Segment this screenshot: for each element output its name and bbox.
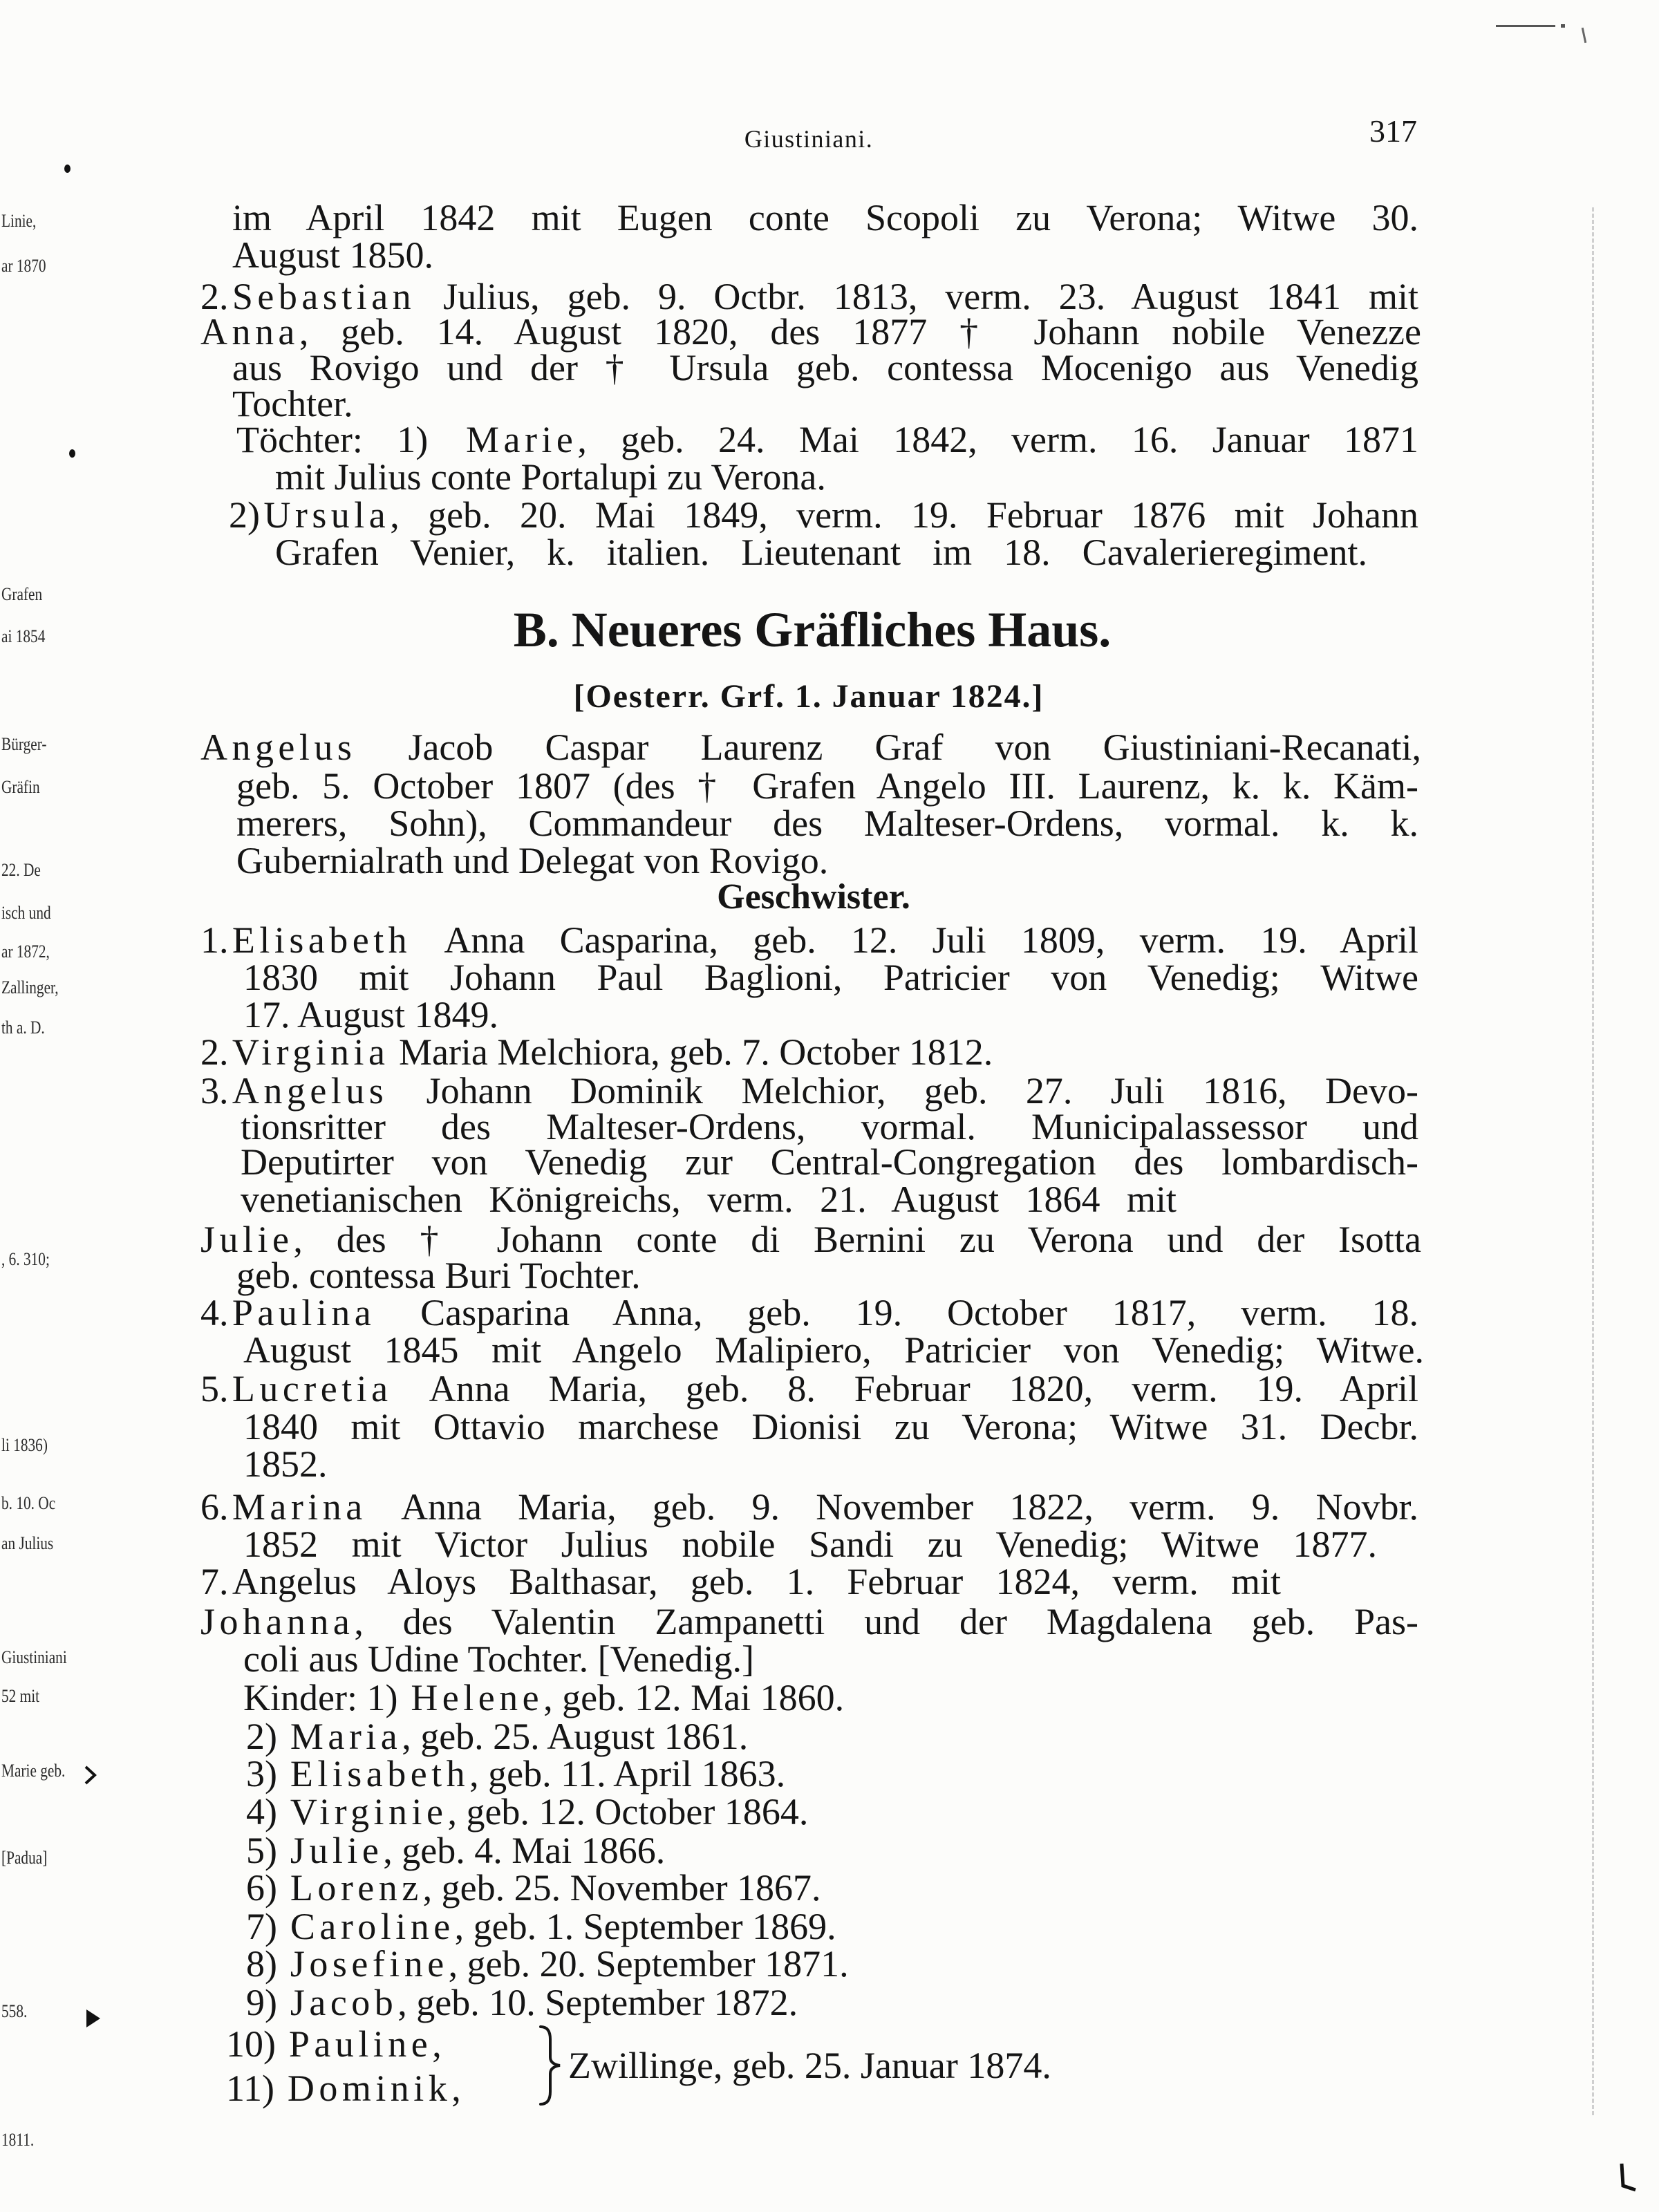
item-number: 9) bbox=[246, 1982, 287, 2023]
person-name: Marina bbox=[232, 1486, 367, 1528]
item-number: 7. bbox=[200, 1561, 229, 1602]
text-line bbox=[246, 1868, 821, 1907]
line-text: aus Rovigo und der † Ursula geb. contessa Mocenigo aus Venedig bbox=[232, 347, 1418, 388]
text-line bbox=[241, 1180, 1177, 1219]
person-name: Virginia bbox=[232, 1031, 390, 1073]
margin-fragment: ar 1870 bbox=[1, 256, 46, 276]
margin-fragment: an Julius bbox=[1, 1533, 54, 1553]
line-text: 1852 mit Victor Julius nobile Sandi zu Venedig; Witwe 1877. bbox=[243, 1524, 1377, 1565]
text-line bbox=[243, 1331, 1424, 1369]
text-line bbox=[200, 1602, 1418, 1641]
person-name: Angelus bbox=[232, 1070, 388, 1112]
triangle-marker-icon bbox=[84, 2007, 102, 2030]
brace-icon bbox=[538, 2024, 564, 2107]
person-name: Julie bbox=[200, 1219, 294, 1260]
text-line bbox=[236, 767, 1418, 805]
line-text: , geb. 10. September 1872. bbox=[397, 1982, 798, 2023]
item-number: 7) bbox=[246, 1906, 287, 1947]
item-number: 5. bbox=[200, 1368, 229, 1409]
text-line bbox=[241, 1143, 1418, 1181]
text-line bbox=[243, 1525, 1377, 1564]
margin-fragment: Linie, bbox=[1, 211, 37, 231]
line-text: Anna Casparina, geb. 12. Juli 1809, verm. 19. April bbox=[411, 919, 1418, 961]
item-number: 2) bbox=[246, 1716, 287, 1757]
text-line bbox=[246, 1944, 849, 1983]
margin-fragment: th a. D. bbox=[1, 1018, 45, 1038]
line-text: 1830 mit Johann Paul Baglioni, Patricier von Venedig; Witwe bbox=[243, 957, 1418, 998]
text-line bbox=[246, 1754, 785, 1793]
margin-fragment: ar 1872, bbox=[1, 941, 50, 962]
margin-fragment: Bürger- bbox=[1, 734, 47, 754]
person-name: Pauline bbox=[288, 2023, 433, 2065]
margin-fragment: b. 10. Oc bbox=[1, 1493, 56, 1513]
line-text: Johann Dominik Melchior, geb. 27. Juli 1816, Devo- bbox=[388, 1070, 1418, 1112]
page-edge-line bbox=[1592, 207, 1594, 2115]
person-name: Angelus bbox=[200, 727, 357, 768]
text-line bbox=[226, 2069, 461, 2108]
line-text: August 1845 mit Angelo Malipiero, Patricier von Venedig; Witwe. bbox=[243, 1329, 1424, 1371]
text-line bbox=[246, 1907, 836, 1946]
text-line bbox=[200, 1220, 1421, 1259]
item-number: 3. bbox=[200, 1070, 229, 1112]
line-text: , geb. 25. August 1861. bbox=[402, 1716, 749, 1757]
line-text: Maria Melchiora, geb. 7. October 1812. bbox=[389, 1031, 993, 1073]
line-text: Angelus Aloys Balthasar, geb. 1. Februar 1824, verm. mit bbox=[232, 1561, 1281, 1602]
line-text: 17. August 1849. bbox=[243, 994, 499, 1035]
text-line bbox=[200, 1071, 1418, 1110]
item-number: 8) bbox=[246, 1943, 287, 1985]
text-line bbox=[246, 1792, 808, 1831]
item-number: 4. bbox=[200, 1292, 229, 1333]
line-text: , geb. 24. Mai 1842, verm. 16. Januar 1871 bbox=[577, 419, 1418, 460]
person-name: Maria bbox=[290, 1716, 402, 1757]
item-number: 2) bbox=[229, 494, 260, 536]
text-line bbox=[243, 1407, 1418, 1446]
running-title: Giustiniani. bbox=[744, 125, 874, 153]
margin-fragment: 52 mit bbox=[1, 1686, 40, 1706]
line-text: venetianischen Königreichs, verm. 21. August 1864 mit bbox=[241, 1179, 1177, 1220]
item-number: Töchter: 1) bbox=[236, 419, 462, 460]
section-subheading: [Oesterr. Grf. 1. Januar 1824.] bbox=[573, 678, 1044, 715]
item-number: 2. bbox=[200, 1031, 229, 1073]
line-text: , geb. 4. Mai 1866. bbox=[383, 1830, 666, 1871]
person-name: Paulina bbox=[232, 1292, 376, 1333]
text-line bbox=[246, 1717, 748, 1756]
margin-fragments bbox=[0, 0, 97, 2212]
text-line bbox=[243, 1678, 844, 1717]
line-text: merers, Sohn), Commandeur des Malteser-Ordens, vormal. k. k. bbox=[236, 803, 1418, 844]
scan-mark-dot bbox=[1561, 24, 1565, 28]
text-line bbox=[229, 496, 1418, 534]
margin-fragment: Gräfin bbox=[1, 777, 40, 797]
line-text: , bbox=[451, 2068, 461, 2109]
line-text: coli aus Udine Tochter. [Venedig.] bbox=[243, 1638, 755, 1680]
text-line bbox=[232, 348, 1418, 387]
person-name: Dominik bbox=[287, 2068, 452, 2109]
margin-fragment: 558. bbox=[1, 2001, 28, 2021]
person-name: Josefine bbox=[290, 1943, 449, 1985]
line-text: August 1850. bbox=[232, 234, 434, 276]
margin-fragment: 1811. bbox=[1, 2130, 35, 2150]
margin-fragment: [Padua] bbox=[1, 1848, 48, 1868]
line-text: , geb. 20. September 1871. bbox=[448, 1943, 849, 1985]
line-text: 1852. bbox=[243, 1443, 328, 1485]
text-line bbox=[200, 1293, 1418, 1332]
line-text: tionsritter des Malteser-Ordens, vormal. Municipalassessor und bbox=[241, 1106, 1418, 1147]
text-line bbox=[200, 312, 1421, 351]
text-line bbox=[236, 841, 828, 880]
item-number: 3) bbox=[246, 1753, 287, 1794]
text-line bbox=[246, 1831, 665, 1870]
line-text: Anna Maria, geb. 8. Februar 1820, verm. 19. April bbox=[392, 1368, 1418, 1409]
text-line bbox=[243, 1640, 754, 1678]
line-text: , geb. 12. October 1864. bbox=[447, 1791, 809, 1833]
line-text: , des Valentin Zampanetti und der Magdalena geb. Pas- bbox=[354, 1601, 1418, 1642]
item-number: 6. bbox=[200, 1486, 229, 1528]
line-text: Casparina Anna, geb. 19. October 1817, verm. 18. bbox=[375, 1292, 1418, 1333]
text-line bbox=[232, 384, 353, 423]
margin-fragment: isch und bbox=[1, 903, 51, 923]
person-name: Lucretia bbox=[232, 1368, 393, 1409]
person-name: Sebastian bbox=[232, 276, 416, 317]
margin-fragment: Giustiniani bbox=[1, 1647, 67, 1667]
text-line bbox=[226, 2025, 442, 2063]
line-text: , geb. 25. November 1867. bbox=[422, 1867, 821, 1909]
margin-fragment: , 6. 310; bbox=[1, 1249, 50, 1269]
text-line bbox=[275, 533, 1367, 572]
text-line bbox=[200, 728, 1421, 767]
line-text: Tochter. bbox=[232, 383, 353, 424]
person-name: Jacob bbox=[290, 1982, 398, 2023]
chevron-right-icon bbox=[83, 1764, 98, 1786]
person-name: Julie bbox=[290, 1830, 384, 1871]
item-number: 10) bbox=[226, 2023, 285, 2065]
text-line bbox=[236, 420, 1418, 459]
text-line bbox=[275, 458, 826, 496]
text-line bbox=[243, 995, 498, 1034]
text-line bbox=[241, 1107, 1418, 1146]
section-heading: B. Neueres Gräfliches Haus. bbox=[513, 602, 1112, 657]
item-number: 1. bbox=[200, 919, 229, 961]
text-line bbox=[243, 958, 1418, 997]
margin-fragment: li 1836) bbox=[1, 1435, 48, 1455]
text-line bbox=[200, 1562, 1281, 1601]
line-text: Deputirter von Venedig zur Central-Congregation des lombardisch- bbox=[241, 1141, 1418, 1183]
line-text: , des † Johann conte di Bernini zu Verona und der Isotta bbox=[293, 1219, 1421, 1260]
person-name: Marie bbox=[466, 419, 578, 460]
text-line bbox=[200, 277, 1418, 316]
margin-fragment: ai 1854 bbox=[1, 626, 46, 646]
person-name: Elisabeth bbox=[232, 919, 412, 961]
ink-dot-icon bbox=[69, 449, 75, 458]
person-name: Helene bbox=[411, 1677, 544, 1718]
margin-fragment: Grafen bbox=[1, 584, 43, 604]
text-line bbox=[200, 1033, 993, 1071]
margin-fragment: Zallinger, bbox=[1, 977, 59, 997]
twins-note: Zwillinge, geb. 25. Januar 1874. bbox=[568, 2045, 1051, 2086]
line-text: , geb. 20. Mai 1849, verm. 19. Februar 1876 mit Johann bbox=[390, 494, 1418, 536]
text-line bbox=[236, 804, 1418, 843]
line-text: 1840 mit Ottavio marchese Dionisi zu Verona; Witwe 31. Decbr. bbox=[243, 1406, 1418, 1447]
text-line bbox=[200, 921, 1418, 959]
text-line bbox=[232, 236, 433, 274]
line-text: mit Julius conte Portalupi zu Verona. bbox=[275, 456, 826, 498]
line-text: geb. contessa Buri Tochter. bbox=[236, 1255, 641, 1296]
person-name: Elisabeth bbox=[290, 1753, 470, 1794]
margin-fragment: Marie geb. bbox=[1, 1761, 66, 1781]
person-name: Anna bbox=[200, 311, 299, 353]
line-text: , geb. 14. August 1820, des 1877 † Johann nobile Venezze bbox=[299, 311, 1421, 353]
person-name: Johanna bbox=[200, 1601, 355, 1642]
person-name: Caroline bbox=[290, 1906, 455, 1947]
text-line bbox=[200, 1369, 1418, 1408]
line-text: Jacob Caspar Laurenz Graf von Giustiniani-Recanati, bbox=[356, 727, 1421, 768]
item-number: 5) bbox=[246, 1830, 287, 1871]
siblings-label: Geschwister. bbox=[717, 877, 910, 917]
scan-mark-dash bbox=[1496, 25, 1555, 27]
item-number: 4) bbox=[246, 1791, 287, 1833]
margin-fragment: 22. De bbox=[1, 860, 41, 880]
person-name: Ursula bbox=[263, 494, 391, 536]
text-line bbox=[236, 1256, 641, 1295]
line-text: geb. 5. October 1807 (des † Grafen Angelo III. Laurenz, k. k. Käm- bbox=[236, 765, 1418, 807]
item-number: 2. bbox=[200, 276, 229, 317]
item-number: 11) bbox=[226, 2068, 284, 2109]
page-number: 317 bbox=[1369, 113, 1417, 149]
text-line bbox=[200, 1488, 1418, 1526]
line-text: , geb. 12. Mai 1860. bbox=[543, 1677, 845, 1718]
ink-dot-icon bbox=[64, 165, 71, 173]
line-text: Grafen Venier, k. italien. Lieutenant im 18. Cavalerieregiment. bbox=[275, 532, 1367, 573]
line-text: im April 1842 mit Eugen conte Scopoli zu Verona; Witwe 30. bbox=[232, 197, 1418, 238]
text-line bbox=[246, 1983, 798, 2022]
corner-mark-icon bbox=[1618, 2162, 1638, 2194]
person-name: Virginie bbox=[290, 1791, 448, 1833]
person-name: Lorenz bbox=[290, 1867, 423, 1909]
text-line bbox=[232, 198, 1418, 237]
line-text: , geb. 11. April 1863. bbox=[469, 1753, 786, 1794]
line-text: , geb. 1. September 1869. bbox=[454, 1906, 836, 1947]
item-number: 6) bbox=[246, 1867, 287, 1909]
line-text: Anna Maria, geb. 9. November 1822, verm. 9. Novbr. bbox=[366, 1486, 1418, 1528]
text-line bbox=[243, 1445, 328, 1483]
line-text: , bbox=[432, 2023, 442, 2065]
item-number: Kinder: 1) bbox=[243, 1677, 407, 1718]
line-text: Julius, geb. 9. Octbr. 1813, verm. 23. August 1841 mit bbox=[415, 276, 1418, 317]
line-text: Gubernialrath und Delegat von Rovigo. bbox=[236, 840, 829, 881]
